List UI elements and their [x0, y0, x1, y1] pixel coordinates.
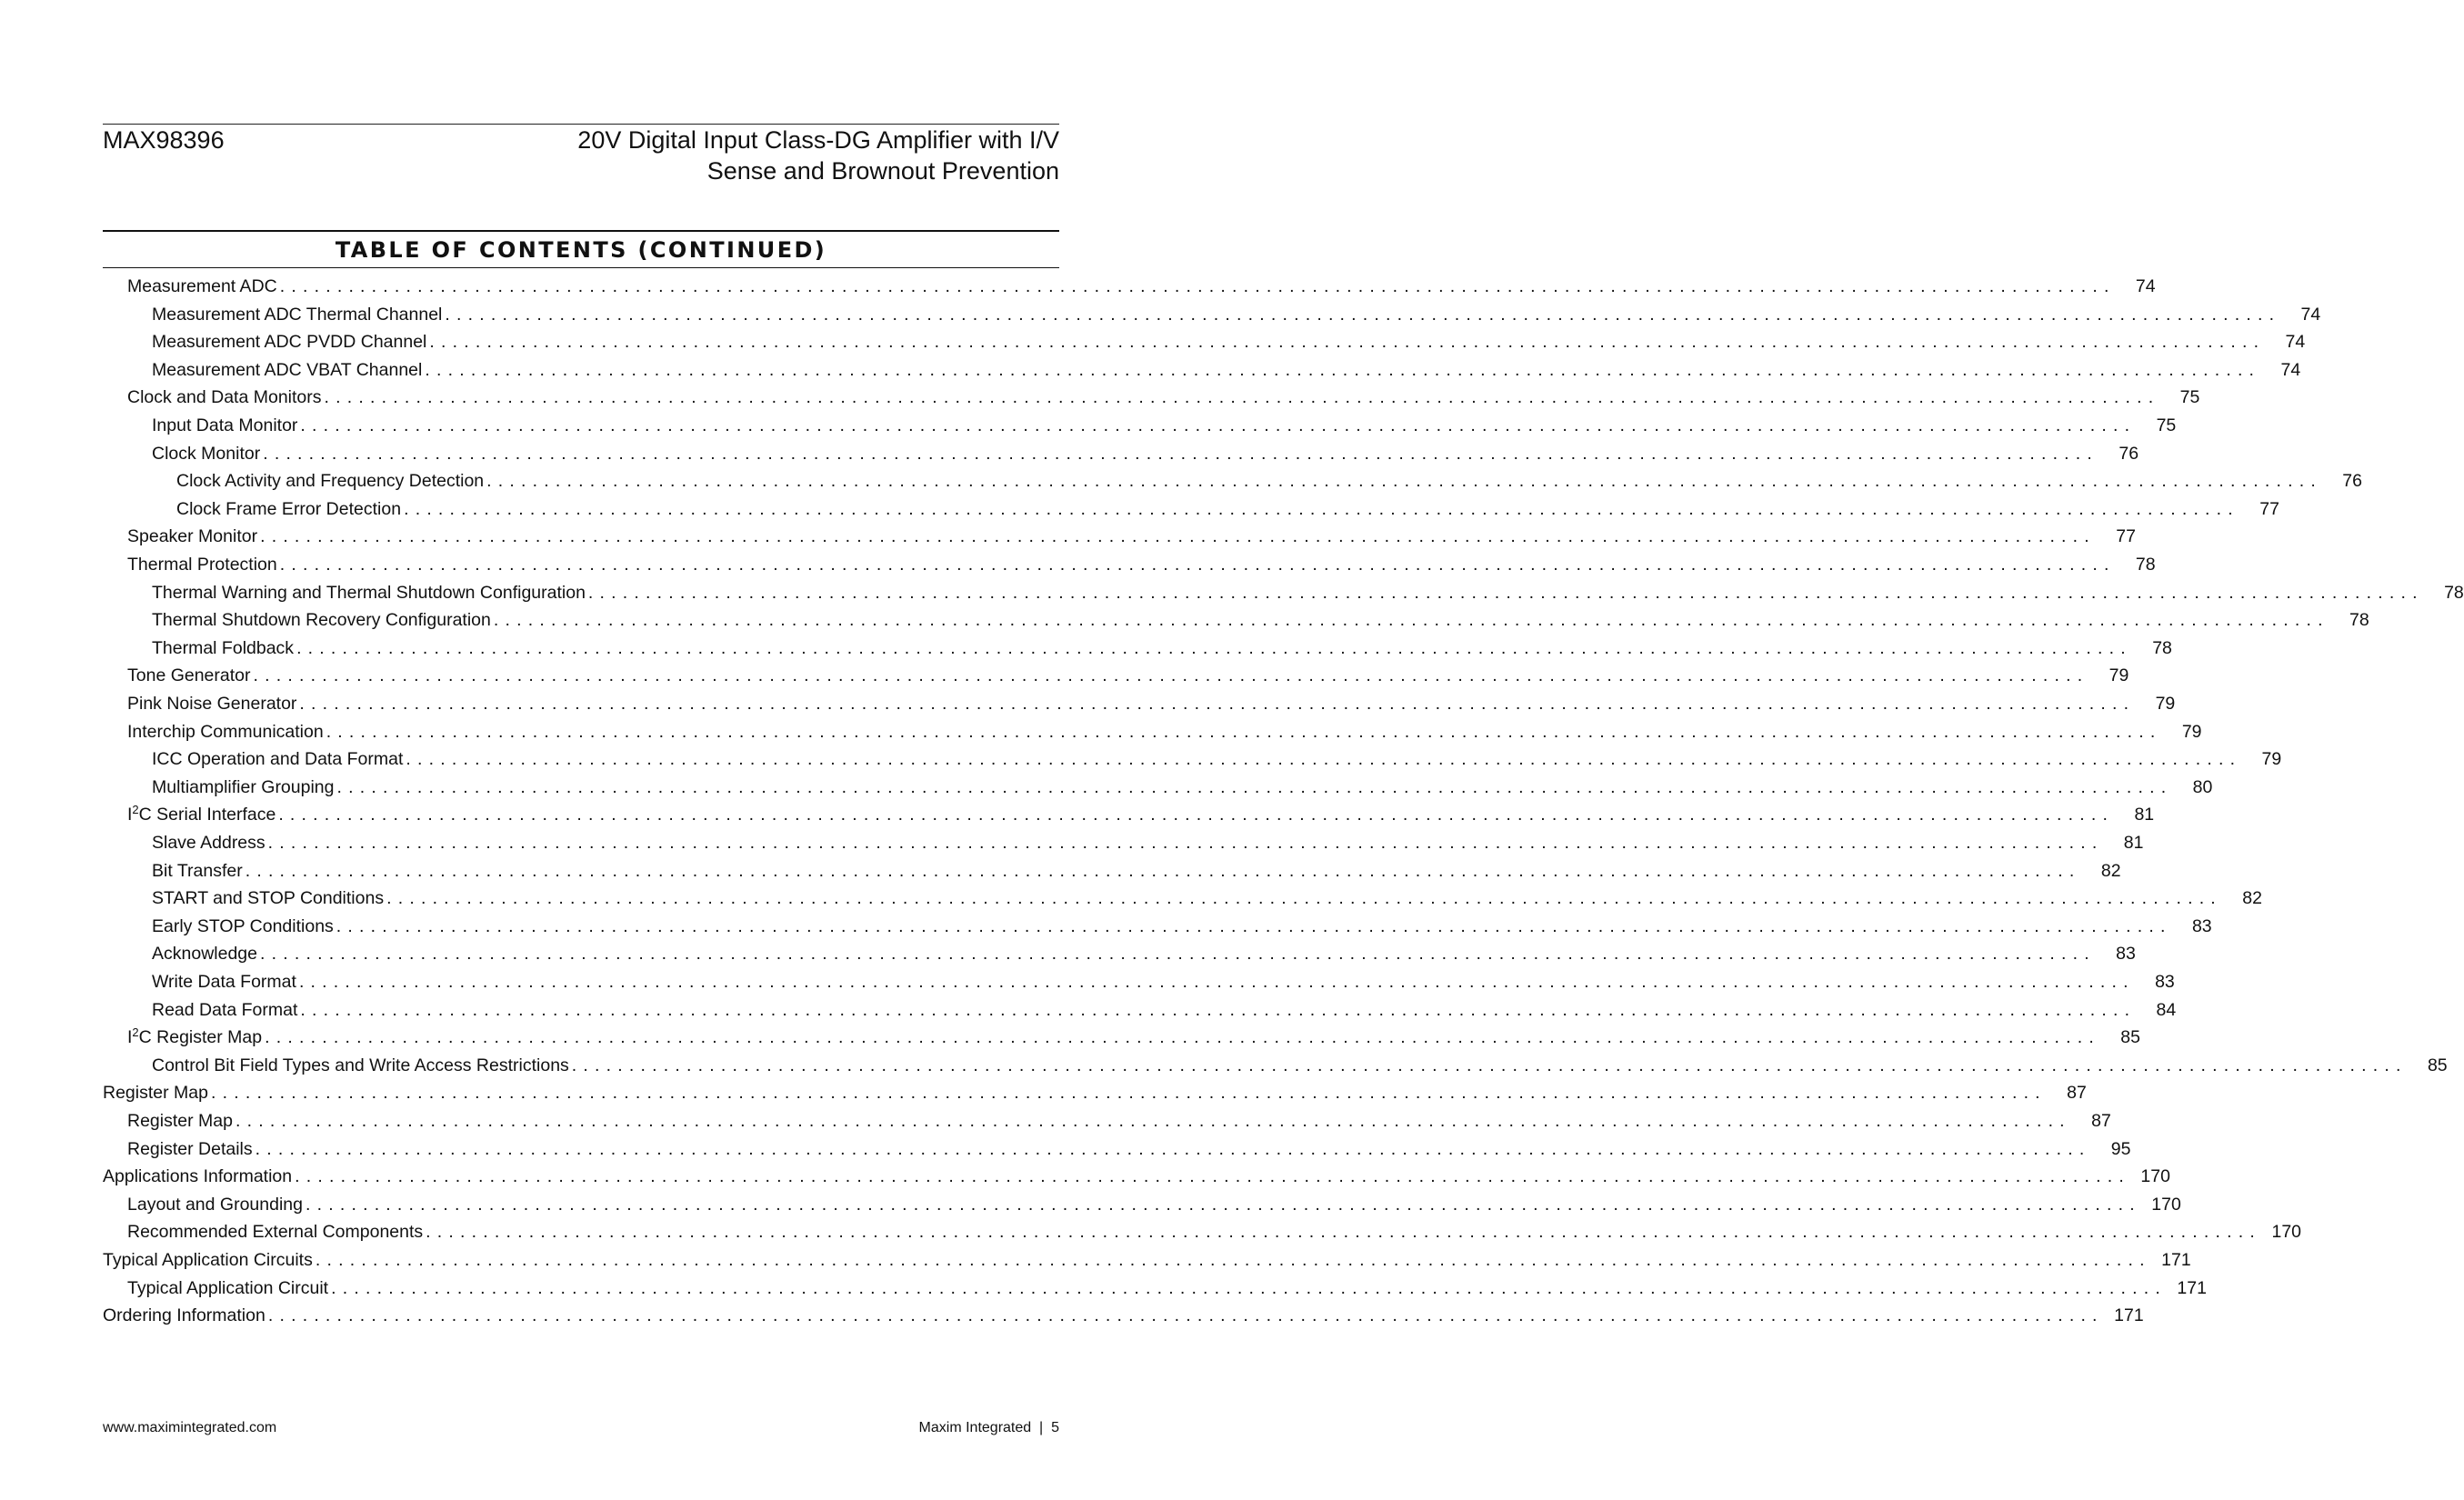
toc-entry[interactable]	[152, 885, 2262, 913]
toc-entry-page-number: 76	[2342, 471, 2362, 492]
toc-entry-title-text: Speaker Monitor	[127, 526, 258, 547]
footer-website-link[interactable]: www.maximintegrated.com	[103, 1420, 277, 1435]
toc-entry-title-text: Control Bit Field Types and Write Access Restrictions	[152, 1055, 569, 1075]
toc-entry-page-number: 170	[2151, 1194, 2181, 1215]
toc-entry-page-number: 85	[2427, 1055, 2448, 1075]
toc-entry-title-prefix: I	[127, 805, 133, 825]
toc-entry-page-number: 82	[2100, 860, 2121, 881]
toc-entry[interactable]	[152, 579, 2464, 607]
toc-entry[interactable]	[152, 913, 2212, 941]
document-title	[477, 125, 1059, 186]
toc-entry-title-text: Measurement ADC Thermal Channel	[152, 304, 443, 325]
toc-entry-title-text: Input Data Monitor	[152, 415, 298, 435]
toc-entry[interactable]	[152, 829, 2144, 857]
toc-entry-title-prefix: I	[127, 1027, 133, 1048]
toc-entry-title	[103, 1302, 265, 1330]
toc-entry-title	[176, 495, 401, 524]
toc-dot-leader: ................................................................................................................................................................	[267, 833, 2104, 853]
toc-dot-leader: ................................................................................................................................................................	[406, 749, 2242, 770]
toc-dot-leader: ................................................................................................................................................................	[426, 1222, 2262, 1243]
toc-dot-leader: ................................................................................................................................................................	[331, 1277, 2167, 1298]
toc-entry-title-text: Multiamplifier Grouping	[152, 776, 335, 797]
toc-entry-page-number: 79	[2181, 721, 2202, 742]
toc-entry-title-text: Thermal Foldback	[152, 637, 295, 658]
toc-entry-title-text: Typical Application Circuit	[127, 1277, 329, 1298]
toc-entry-title-text: Interchip Communication	[127, 721, 324, 742]
toc-dot-leader: ................................................................................................................................................................	[263, 443, 2099, 464]
toc-top-rule	[103, 230, 1059, 232]
toc-entry-title-text: Thermal Shutdown Recovery Configuration	[152, 610, 491, 631]
document-title-line-2: Sense and Brownout Prevention	[706, 157, 1059, 185]
toc-entry-title-text: Bit Transfer	[152, 860, 243, 881]
toc-entry-title-text: Clock and Data Monitors	[127, 387, 322, 408]
toc-dot-leader: ................................................................................................................................................................	[299, 694, 2136, 714]
toc-entry-title-text: START and STOP Conditions	[152, 888, 385, 909]
toc-entry-title-text: Typical Application Circuits	[103, 1250, 313, 1270]
toc-entry[interactable]	[152, 412, 2177, 440]
toc-entry[interactable]	[152, 356, 2301, 385]
toc-dot-leader: ................................................................................................................................................................	[298, 972, 2135, 992]
toc-dot-leader: ................................................................................................................................................................	[336, 776, 2173, 797]
toc-entry-title-text: Register Map	[127, 1111, 233, 1131]
toc-entry[interactable]	[127, 690, 2176, 718]
toc-entry-title-superscript: 2	[132, 803, 139, 817]
toc-entry[interactable]	[103, 1302, 2144, 1330]
footer-company: Maxim Integrated	[918, 1420, 1032, 1435]
toc-entry-title	[152, 635, 294, 663]
toc-entry[interactable]	[127, 1135, 2131, 1164]
toc-dot-leader: ................................................................................................................................................................	[571, 1055, 2408, 1075]
toc-dot-leader: ................................................................................................................................................................	[279, 555, 2116, 575]
toc-entry-title-text: Early STOP Conditions	[152, 915, 334, 936]
toc-entry-page-number: 78	[2135, 555, 2156, 575]
toc-entry-title	[127, 551, 277, 579]
toc-entry-page-number: 74	[2135, 276, 2156, 296]
toc-entry-title	[127, 1275, 328, 1303]
toc-entry[interactable]	[152, 996, 2177, 1025]
toc-entry[interactable]	[152, 328, 2306, 356]
toc-entry-page-number: 79	[2108, 665, 2129, 686]
toc-entry-title-text: Measurement ADC VBAT Channel	[152, 359, 423, 380]
toc-entry-page-number: 78	[2349, 610, 2369, 631]
toc-entry-title	[152, 913, 334, 941]
toc-entry-title-text: Clock Monitor	[152, 443, 261, 464]
toc-entry[interactable]	[127, 1191, 2181, 1219]
toc-entry-title-text: Recommended External Components	[127, 1222, 424, 1243]
toc-dot-leader: ................................................................................................................................................................	[315, 1250, 2151, 1270]
toc-entry-title	[127, 1191, 303, 1219]
toc-entry[interactable]	[127, 662, 2129, 690]
toc-entry-page-number: 74	[2280, 359, 2301, 380]
toc-entry-page-number: 83	[2116, 944, 2136, 965]
toc-entry-page-number: 81	[2123, 833, 2144, 853]
toc-entry[interactable]	[103, 1163, 2170, 1191]
toc-entry-title-text: Register Map	[103, 1083, 208, 1104]
toc-dot-leader: ................................................................................................................................................................	[324, 387, 2160, 408]
toc-entry[interactable]	[176, 495, 2279, 524]
toc-dot-leader: ................................................................................................................................................................	[493, 610, 2329, 631]
toc-dot-leader: ................................................................................................................................................................	[245, 860, 2081, 881]
toc-bottom-rule	[103, 267, 1059, 268]
toc-entry-title	[127, 1107, 233, 1135]
footer-separator: |	[1039, 1420, 1044, 1435]
toc-entry-title	[127, 523, 257, 551]
toc-entry-title	[152, 412, 297, 440]
toc-entry[interactable]	[127, 384, 2200, 412]
toc-entry-title-superscript: 2	[132, 1025, 139, 1040]
toc-dot-leader: ................................................................................................................................................................	[267, 1305, 2104, 1326]
toc-entry-page-number: 171	[2177, 1277, 2207, 1298]
toc-entry[interactable]	[103, 1246, 2191, 1275]
toc-entry-page-number: 74	[2300, 304, 2321, 325]
toc-entry-page-number: 77	[2259, 498, 2279, 519]
toc-entry-title	[103, 1079, 208, 1107]
toc-entry-title-text: Pink Noise Generator	[127, 694, 297, 714]
toc-dot-leader: ................................................................................................................................................................	[253, 665, 2089, 686]
toc-dot-leader: ................................................................................................................................................................	[296, 637, 2132, 658]
toc-entry[interactable]	[152, 774, 2213, 802]
toc-entry-title-text: Clock Frame Error Detection	[176, 498, 402, 519]
toc-entry-title-text: Applications Information	[103, 1166, 293, 1187]
toc-entry-page-number: 87	[2067, 1083, 2087, 1104]
toc-entry[interactable]	[152, 301, 2321, 329]
toc-dot-leader: ................................................................................................................................................................	[326, 721, 2162, 742]
toc-entry-title	[127, 273, 277, 301]
toc-entry-title	[127, 662, 251, 690]
toc-entry-title	[152, 857, 243, 885]
toc-entry-title	[152, 440, 260, 468]
toc-entry-title	[152, 356, 422, 385]
toc-dot-leader: ................................................................................................................................................................	[210, 1083, 2047, 1104]
toc-entry-title	[152, 606, 491, 635]
toc-entry-title-text: Thermal Protection	[127, 555, 277, 575]
toc-entry-title	[152, 774, 335, 802]
toc-entry-title-text: Acknowledge	[152, 944, 257, 965]
toc-entry-title	[152, 996, 297, 1025]
toc-entry-title	[152, 940, 257, 968]
toc-entry-page-number: 75	[2179, 387, 2200, 408]
toc-entry[interactable]	[127, 523, 2136, 551]
toc-entry-title-text: Measurement ADC	[127, 276, 277, 296]
toc-entry-title	[176, 467, 484, 495]
toc-entry-title	[103, 1246, 313, 1275]
toc-entry-page-number: 76	[2118, 443, 2139, 464]
toc-entry[interactable]	[152, 968, 2175, 996]
toc-entry-title-text: C Serial Interface	[138, 805, 276, 825]
toc-dot-leader: ................................................................................................................................................................	[265, 1027, 2100, 1048]
footer-page-number: 5	[1051, 1420, 1059, 1435]
toc-entry-page-number: 95	[2110, 1138, 2131, 1159]
toc-entry[interactable]	[152, 635, 2172, 663]
toc-entry-title-text: Measurement ADC PVDD Channel	[152, 332, 427, 353]
toc-dot-leader: ................................................................................................................................................................	[336, 915, 2172, 936]
toc-entry-page-number: 85	[2120, 1027, 2140, 1048]
toc-entry[interactable]	[127, 1218, 2302, 1246]
toc-entry-title	[127, 801, 275, 829]
toc-entry-page-number: 84	[2156, 999, 2177, 1020]
toc-entry-title	[127, 1218, 423, 1246]
toc-entry-title-text: Ordering Information	[103, 1305, 265, 1326]
toc-entry[interactable]	[103, 1079, 2087, 1107]
toc-entry-title-text: ICC Operation and Data Format	[152, 749, 404, 770]
toc-dot-leader: ................................................................................................................................................................	[300, 999, 2137, 1020]
toc-dot-leader: ................................................................................................................................................................	[300, 415, 2137, 435]
toc-entry-page-number: 79	[2261, 749, 2282, 770]
document-title-line-1: 20V Digital Input Class-DG Amplifier with I/V	[577, 126, 1059, 154]
toc-dot-leader: ................................................................................................................................................................	[260, 944, 2096, 965]
toc-entry-title	[127, 718, 324, 746]
toc-entry-page-number: 78	[2152, 637, 2172, 658]
toc-entry-page-number: 77	[2116, 526, 2136, 547]
toc-entry-title-text: Clock Activity and Frequency Detection	[176, 471, 485, 492]
part-number: MAX98396	[103, 126, 225, 154]
toc-entry-title-text: Write Data Format	[152, 972, 296, 992]
toc-entry-page-number: 170	[2140, 1166, 2170, 1187]
toc-entry[interactable]	[176, 467, 2362, 495]
toc-entry[interactable]	[152, 1052, 2448, 1080]
toc-entry-title	[127, 1135, 253, 1164]
toc-dot-leader: ................................................................................................................................................................	[255, 1138, 2091, 1159]
footer-company-page	[919, 1420, 1059, 1436]
toc-entry[interactable]	[127, 273, 2156, 301]
toc-entry-page-number: 171	[2161, 1250, 2191, 1270]
toc-dot-leader: ................................................................................................................................................................	[305, 1194, 2141, 1215]
toc-entry[interactable]	[152, 606, 2369, 635]
toc-entry-title-text: Tone Generator	[127, 665, 251, 686]
toc-entry-page-number: 79	[2155, 694, 2176, 714]
toc-entry-page-number: 82	[2242, 888, 2262, 909]
toc-entry-title-text: Read Data Format	[152, 999, 298, 1020]
toc-entry-title	[127, 384, 322, 412]
toc-entry-title	[152, 885, 384, 913]
toc-entry[interactable]	[127, 801, 2155, 829]
toc-heading: TABLE OF CONTENTS (CONTINUED)	[335, 237, 827, 263]
toc-entry-title	[127, 690, 296, 718]
toc-entry-title	[152, 301, 442, 329]
toc-entry[interactable]	[152, 940, 2136, 968]
toc-entry-page-number: 74	[2285, 332, 2306, 353]
toc-dot-leader: ................................................................................................................................................................	[587, 582, 2424, 603]
toc-entry-page-number: 75	[2156, 415, 2177, 435]
toc-entry-page-number: 87	[2091, 1111, 2111, 1131]
toc-dot-leader: ................................................................................................................................................................	[279, 276, 2116, 296]
toc-entry[interactable]	[152, 857, 2121, 885]
toc-entry-title	[152, 968, 296, 996]
toc-entry[interactable]	[127, 718, 2202, 746]
toc-entry-page-number: 170	[2271, 1222, 2302, 1243]
toc-entry-page-number: 83	[2191, 915, 2212, 936]
toc-entry[interactable]	[152, 440, 2139, 468]
toc-dot-leader: ................................................................................................................................................................	[295, 1166, 2130, 1187]
toc-entry-title	[152, 829, 265, 857]
toc-entry-title	[152, 745, 403, 774]
toc-entry-page-number: 81	[2134, 805, 2155, 825]
toc-entry-page-number: 78	[2444, 582, 2464, 603]
toc-entry[interactable]	[127, 1275, 2207, 1303]
toc-entry[interactable]	[127, 1024, 2140, 1052]
toc-dot-leader: ................................................................................................................................................................	[404, 498, 2239, 519]
toc-entry[interactable]	[152, 745, 2282, 774]
toc-entry-page-number: 83	[2155, 972, 2175, 992]
toc-entry-title-text: Layout and Grounding	[127, 1194, 303, 1215]
toc-dot-leader: ................................................................................................................................................................	[260, 526, 2096, 547]
toc-entry-title	[127, 1024, 262, 1052]
toc-entry-title-text: Slave Address	[152, 833, 265, 853]
toc-dot-leader: ................................................................................................................................................................	[445, 304, 2281, 325]
toc-entry-title-text: Thermal Warning and Thermal Shutdown Configuration	[152, 582, 586, 603]
toc-entry-title	[152, 1052, 569, 1080]
toc-entry-title-text: C Register Map	[138, 1027, 263, 1048]
toc-dot-leader: ................................................................................................................................................................	[386, 888, 2222, 909]
toc-entry-title-text: Register Details	[127, 1138, 253, 1159]
toc-entry-title	[103, 1163, 292, 1191]
toc-dot-leader: ................................................................................................................................................................	[486, 471, 2322, 492]
toc-entry-title	[152, 328, 426, 356]
toc-dot-leader: ................................................................................................................................................................	[425, 359, 2261, 380]
toc-dot-leader: ................................................................................................................................................................	[278, 805, 2115, 825]
toc-dot-leader: ................................................................................................................................................................	[429, 332, 2266, 353]
toc-entry-page-number: 80	[2192, 776, 2213, 797]
toc-entry-title	[152, 579, 586, 607]
toc-entry[interactable]	[127, 1107, 2111, 1135]
toc-entry[interactable]	[127, 551, 2156, 579]
toc-entry-page-number: 171	[2114, 1305, 2144, 1326]
toc-dot-leader: ................................................................................................................................................................	[235, 1111, 2071, 1131]
